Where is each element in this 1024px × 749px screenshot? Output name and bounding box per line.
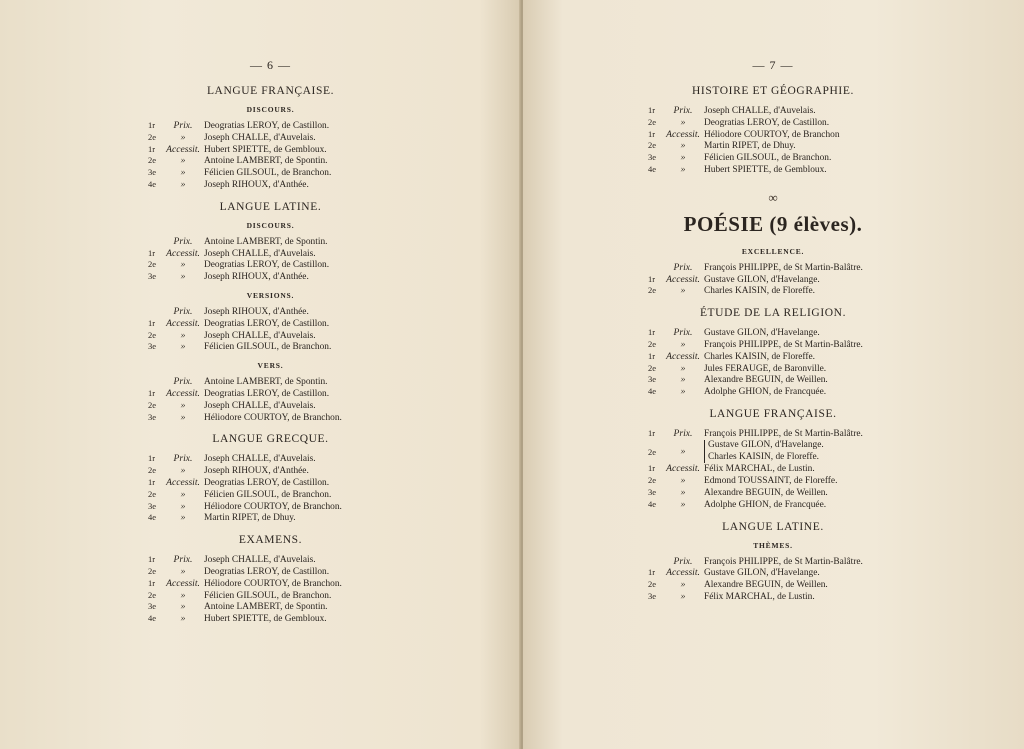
rank: 3e xyxy=(148,500,157,511)
award: » xyxy=(680,152,686,164)
right-column xyxy=(648,58,898,603)
award: » xyxy=(680,285,686,297)
rank: 3e xyxy=(648,374,657,385)
student-name: François PHILIPPE, de St Martin-Balâtre. xyxy=(704,556,863,567)
student-name: Félicien GILSOUL, de Branchon. xyxy=(204,168,332,179)
student-name: Félix MARCHAL, de Lustin. xyxy=(704,464,815,475)
student-name: Joseph RIHOUX, d'Anthée. xyxy=(204,272,309,283)
award-row xyxy=(648,262,898,274)
rank: 2e xyxy=(148,488,157,499)
rank: 4e xyxy=(148,178,157,189)
award-row xyxy=(148,179,393,191)
award-row xyxy=(148,601,393,613)
award: » xyxy=(180,167,186,179)
award: » xyxy=(680,579,686,591)
student-name: Charles KAISIN, de Floreffe. xyxy=(704,351,815,362)
award-list xyxy=(648,556,898,603)
award: » xyxy=(680,446,686,458)
rank: 1r xyxy=(648,128,656,139)
student-name: Charles KAISIN, de Floreffe. xyxy=(704,286,815,297)
award: » xyxy=(180,259,186,271)
student-name: François PHILIPPE, de St Martin-Balâtre. xyxy=(704,262,863,273)
award-list xyxy=(648,105,898,176)
student-name: Deogratias LEROY, de Castillon. xyxy=(204,318,330,329)
award-row xyxy=(148,465,393,477)
award: » xyxy=(180,178,186,190)
student-name: Deogratias LEROY, de Castillon. xyxy=(204,260,330,271)
student-name: Deogratias LEROY, de Castillon. xyxy=(204,566,330,577)
rank: 2e xyxy=(148,259,157,270)
right-page xyxy=(523,0,1024,749)
student-name: Félicien GILSOUL, de Branchon. xyxy=(204,590,332,601)
award: » xyxy=(180,601,186,613)
rank: 2e xyxy=(148,565,157,576)
award-row xyxy=(148,501,393,513)
award: » xyxy=(680,140,686,152)
rank: 2e xyxy=(648,362,657,373)
student-name: Joseph CHALLE, d'Auvelais. xyxy=(704,106,816,116)
rank: 1r xyxy=(648,567,656,578)
award: Accessit. xyxy=(666,350,700,362)
award-row xyxy=(148,512,393,524)
section-title: LANGUE LATINE. xyxy=(219,200,322,213)
award-row xyxy=(148,330,393,342)
ornament: ∞ xyxy=(768,189,778,205)
rank: 1r xyxy=(148,120,156,130)
rank: 4e xyxy=(648,498,657,509)
rank: 2e xyxy=(648,285,657,296)
rank: 3e xyxy=(648,152,657,163)
student-name: François PHILIPPE, de St Martin-Balâtre. xyxy=(704,339,863,350)
award: » xyxy=(680,338,686,350)
rank: 1r xyxy=(648,350,656,361)
student-name: Joseph RIHOUX, d'Anthée. xyxy=(204,179,309,190)
award: » xyxy=(680,386,686,398)
award: Prix. xyxy=(173,235,193,247)
tie-names xyxy=(704,440,824,464)
award: » xyxy=(180,341,186,353)
rank: 2e xyxy=(148,131,157,142)
award: » xyxy=(680,498,686,510)
award-row xyxy=(648,363,898,375)
subsection-title: VERSIONS. xyxy=(246,290,295,300)
award-row xyxy=(648,374,898,386)
student-name: Joseph RIHOUX, d'Anthée. xyxy=(204,306,309,317)
section-title: ÉTUDE DE LA RELIGION. xyxy=(699,307,847,320)
rank: 4e xyxy=(148,512,157,523)
award-row xyxy=(648,129,898,141)
award-row xyxy=(148,566,393,578)
student-name: Deogratias LEROY, de Castillon. xyxy=(204,477,330,488)
rank: 3e xyxy=(648,486,657,497)
rank: 2e xyxy=(648,116,657,127)
student-name: Félicien GILSOUL, de Branchon. xyxy=(204,489,332,500)
student-name: Antoine LAMBERT, de Spontin. xyxy=(204,377,328,388)
section-title: LANGUE GRECQUE. xyxy=(212,433,329,446)
award-row xyxy=(148,613,393,625)
student-name: Joseph CHALLE, d'Auvelais. xyxy=(204,248,316,259)
student-name: Félicien GILSOUL, de Branchon. xyxy=(704,153,832,164)
rank: 2e xyxy=(648,579,657,590)
award-row xyxy=(148,144,393,156)
award: » xyxy=(180,565,186,577)
award: » xyxy=(180,329,186,341)
award-row xyxy=(648,386,898,398)
tie-entry xyxy=(648,440,898,464)
award: Accessit. xyxy=(166,143,200,155)
award-row xyxy=(648,339,898,351)
student-name: Adolphe GHION, de Francquée. xyxy=(704,387,827,398)
rank: 3e xyxy=(148,271,157,282)
rank: 1r xyxy=(148,317,156,328)
student-name: Alexandre BEGUIN, de Weillen. xyxy=(704,580,828,591)
student-name: Deogratias LEROY, de Castillon. xyxy=(204,388,330,399)
award-row xyxy=(648,152,898,164)
rank: 2e xyxy=(148,465,157,476)
award: » xyxy=(680,374,686,386)
rank: 1r xyxy=(648,463,656,474)
student-name: Joseph CHALLE, d'Auvelais. xyxy=(204,400,316,411)
student-name: Joseph CHALLE, d'Auvelais. xyxy=(204,454,316,465)
rank: 1r xyxy=(648,427,656,438)
left-column xyxy=(148,58,393,625)
rank: 1r xyxy=(648,105,656,115)
rank: 1r xyxy=(148,554,156,565)
award-row xyxy=(148,271,393,283)
award-row xyxy=(148,388,393,400)
student-name: Félicien GILSOUL, de Branchon. xyxy=(204,342,332,353)
award: » xyxy=(180,512,186,524)
award: Prix. xyxy=(673,327,693,339)
student-name: Jules FERAUGE, de Baronville. xyxy=(704,363,827,374)
student-name: Deogratias LEROY, de Castillon. xyxy=(704,117,830,128)
award-row xyxy=(648,591,898,603)
rank: 2e xyxy=(148,155,157,166)
student-name: Joseph CHALLE, d'Auvelais. xyxy=(204,555,316,566)
rank: 1r xyxy=(648,273,656,284)
student-name: Gustave GILON, d'Havelange. xyxy=(704,568,820,579)
award: » xyxy=(680,362,686,374)
subsection-title: EXCELLENCE. xyxy=(741,246,805,256)
rank: 1r xyxy=(648,327,656,338)
award-row xyxy=(648,164,898,176)
rank: 1r xyxy=(148,453,156,464)
award: » xyxy=(180,155,186,167)
award-row xyxy=(648,487,898,499)
student-name: Martin RIPET, de Dhuy. xyxy=(204,513,296,524)
award-row xyxy=(648,327,898,339)
student-name: Hubert SPIETTE, de Gembloux. xyxy=(704,164,827,175)
award-row xyxy=(148,453,393,465)
student-name: Edmond TOUSSAINT, de Floreffe. xyxy=(704,476,838,487)
student-name: Félix MARCHAL, de Lustin. xyxy=(704,591,815,602)
student-name: Hubert SPIETTE, de Gembloux. xyxy=(204,614,327,625)
award-row xyxy=(148,259,393,271)
award: Prix. xyxy=(173,120,193,131)
award-row xyxy=(148,132,393,144)
award-row xyxy=(148,341,393,353)
student-name: Gustave GILON, d'Havelange. xyxy=(708,439,824,450)
award-row xyxy=(648,499,898,511)
award-row xyxy=(648,105,898,117)
award: Prix. xyxy=(173,305,193,317)
student-name: François PHILIPPE, de St Martin-Balâtre. xyxy=(704,428,863,439)
award: » xyxy=(180,131,186,143)
award-row xyxy=(648,428,898,440)
award: » xyxy=(680,116,686,128)
subsection-title: VERS. xyxy=(257,361,284,371)
award: Accessit. xyxy=(666,273,700,285)
award: » xyxy=(180,271,186,283)
award: » xyxy=(180,399,186,411)
award: Prix. xyxy=(173,453,193,465)
student-name: Hubert SPIETTE, de Gembloux. xyxy=(204,144,327,155)
award: » xyxy=(680,590,686,602)
section-title: LANGUE LATINE. xyxy=(722,520,824,533)
award: Prix. xyxy=(673,261,693,273)
rank: 2e xyxy=(148,329,157,340)
page-number: — 6 — xyxy=(250,58,291,72)
award-row xyxy=(648,567,898,579)
subsection-title: DISCOURS. xyxy=(246,105,295,114)
section-title: HISTOIRE ET GÉOGRAPHIE. xyxy=(692,85,854,97)
award-row xyxy=(648,117,898,129)
student-name: Joseph RIHOUX, d'Anthée. xyxy=(204,466,309,477)
award: » xyxy=(680,163,686,175)
award-list xyxy=(648,327,898,398)
award-row xyxy=(148,376,393,388)
award-row xyxy=(648,140,898,152)
award: Accessit. xyxy=(166,577,200,589)
rank: 2e xyxy=(648,475,657,486)
award: » xyxy=(180,465,186,477)
rank: 4e xyxy=(648,163,657,174)
award: Prix. xyxy=(173,554,193,566)
student-name: Antoine LAMBERT, de Spontin. xyxy=(204,602,328,613)
award-row xyxy=(648,285,898,297)
rank: 1r xyxy=(148,247,156,258)
student-name: Antoine LAMBERT, de Spontin. xyxy=(204,156,328,167)
award: » xyxy=(180,411,186,423)
award: Accessit. xyxy=(166,387,200,399)
student-name: Joseph CHALLE, d'Auvelais. xyxy=(204,132,316,143)
award-list xyxy=(648,463,898,510)
award-row xyxy=(648,274,898,286)
award-row xyxy=(648,475,898,487)
rank: 3e xyxy=(148,601,157,612)
award: Accessit. xyxy=(166,317,200,329)
rank: 4e xyxy=(648,386,657,397)
award: Prix. xyxy=(673,105,693,116)
award: » xyxy=(680,486,686,498)
page-number: — 7 — xyxy=(752,58,794,72)
rank: 2e xyxy=(648,338,657,349)
award: Accessit. xyxy=(666,463,700,475)
student-name: Charles KAISIN, de Floreffe. xyxy=(708,451,819,462)
rank: 1r xyxy=(148,387,156,398)
award: » xyxy=(680,475,686,487)
rank: 3e xyxy=(148,167,157,178)
award-list xyxy=(648,262,898,297)
rank: 2e xyxy=(648,140,657,151)
award: Accessit. xyxy=(166,247,200,259)
award-row xyxy=(148,554,393,566)
section-title: EXAMENS. xyxy=(238,534,303,547)
rank: 1r xyxy=(148,143,156,154)
award-row xyxy=(148,489,393,501)
award-row xyxy=(148,578,393,590)
rank: 2e xyxy=(648,446,657,457)
student-name: Joseph CHALLE, d'Auvelais. xyxy=(204,330,316,341)
award: Accessit. xyxy=(666,567,700,579)
award: Accessit. xyxy=(166,476,200,488)
rank: 1r xyxy=(148,476,156,487)
subsection-title: DISCOURS. xyxy=(246,220,295,230)
rank: 4e xyxy=(148,613,157,624)
rank: 3e xyxy=(648,590,657,601)
award-row xyxy=(648,351,898,363)
student-name: Alexandre BEGUIN, de Weillen. xyxy=(704,375,828,386)
award-row xyxy=(148,590,393,602)
award-row xyxy=(148,412,393,424)
award-row xyxy=(148,155,393,167)
student-name: Deogratias LEROY, de Castillon. xyxy=(204,121,330,131)
award: Prix. xyxy=(673,427,693,439)
award: » xyxy=(180,488,186,500)
award-row xyxy=(148,477,393,489)
student-name: Gustave GILON, d'Havelange. xyxy=(704,328,820,339)
student-name: Héliodore COURTOY, de Branchon. xyxy=(204,501,342,512)
student-name: Antoine LAMBERT, de Spontin. xyxy=(204,236,328,247)
award: Prix. xyxy=(673,555,693,567)
student-name: Gustave GILON, d'Havelange. xyxy=(704,274,820,285)
student-name: Martin RIPET, de Dhuy. xyxy=(704,141,796,152)
award: » xyxy=(180,613,186,625)
award-row xyxy=(148,400,393,412)
rank: 3e xyxy=(148,411,157,422)
student-name: Héliodore COURTOY, de Branchon xyxy=(704,129,840,140)
rank: 3e xyxy=(148,341,157,352)
award-row xyxy=(148,236,393,248)
subsection-title: THÈMES. xyxy=(753,540,793,550)
left-sections xyxy=(148,85,393,625)
award-row xyxy=(648,556,898,568)
rank: 2e xyxy=(148,399,157,410)
award: » xyxy=(180,500,186,512)
award-row xyxy=(148,248,393,260)
award: » xyxy=(180,589,186,601)
rank: 1r xyxy=(148,577,156,588)
rank: 2e xyxy=(148,589,157,600)
student-name: Héliodore COURTOY, de Branchon. xyxy=(204,578,342,589)
award-row xyxy=(148,120,393,132)
award-row xyxy=(148,167,393,179)
award-row xyxy=(148,306,393,318)
section-title: LANGUE FRANÇAISE. xyxy=(206,85,335,97)
award: Prix. xyxy=(173,376,193,388)
award-row xyxy=(648,463,898,475)
student-name: Héliodore COURTOY, de Branchon. xyxy=(204,412,342,423)
award: Accessit. xyxy=(666,128,700,140)
section-title: LANGUE FRANÇAISE. xyxy=(709,407,837,420)
award-row xyxy=(648,579,898,591)
award-row xyxy=(148,318,393,330)
award-list xyxy=(648,428,898,440)
class-title: POÉSIE (9 élèves). xyxy=(683,211,863,236)
student-name: Adolphe GHION, de Francquée. xyxy=(704,499,827,510)
student-name: Alexandre BEGUIN, de Weillen. xyxy=(704,487,828,498)
